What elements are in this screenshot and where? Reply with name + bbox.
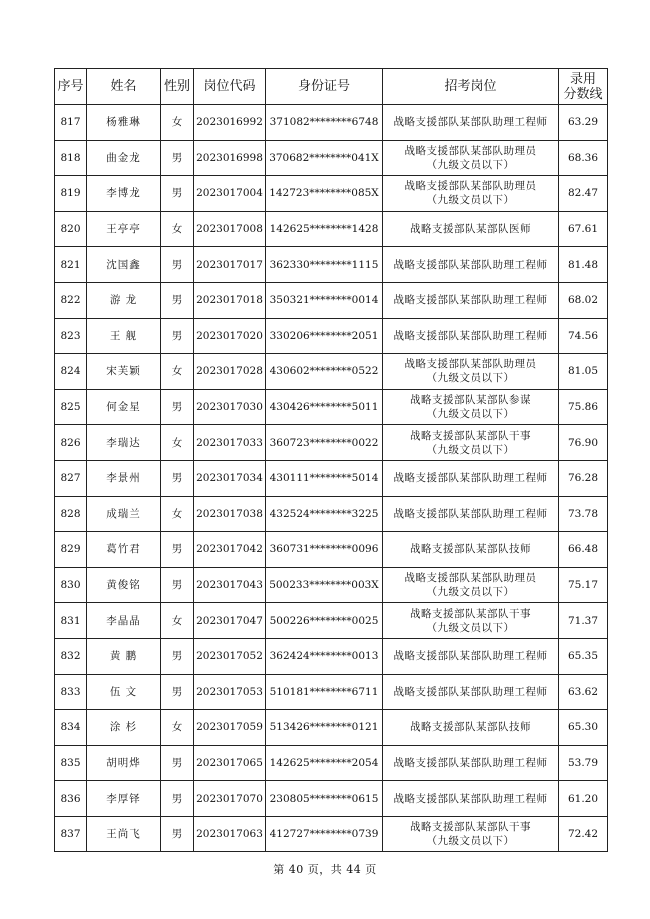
cell-id-number: 432524********3225 [266, 496, 383, 532]
cell-score-line: 75.17 [559, 567, 608, 603]
cell-recruit-position [383, 638, 559, 674]
cell-gender: 男 [161, 816, 194, 852]
cell-recruit-position [383, 425, 559, 461]
cell-gender: 男 [161, 460, 194, 496]
table-row [55, 282, 608, 318]
recruit-position-line: 战略支援部队某部队助理工程师 [393, 294, 548, 307]
cell-id-number: 500233********003X [266, 567, 383, 603]
cell-position-code: 2023017028 [194, 354, 266, 390]
cell-score-line: 82.47 [559, 176, 608, 212]
table-row [55, 460, 608, 496]
recruit-position-line: 战略支援部队某部队助理工程师 [393, 650, 548, 663]
cell-score-line: 76.90 [559, 425, 608, 461]
recruit-position-line: （九级文员以下） [426, 443, 515, 456]
cell-gender: 女 [161, 496, 194, 532]
cell-gender: 男 [161, 532, 194, 568]
recruit-position-line: 战略支援部队某部队助理工程师 [393, 507, 548, 520]
cell-id-number: 370682********041X [266, 140, 383, 176]
header-name: 姓名 [87, 69, 161, 105]
recruit-position-line: 战略支援部队某部队助理员 [404, 144, 537, 157]
cell-name: 胡明烨 [87, 745, 161, 781]
cell-position-code: 2023016998 [194, 140, 266, 176]
cell-id-number: 430602********0522 [266, 354, 383, 390]
cell-name: 王 舰 [87, 318, 161, 354]
table-row [55, 674, 608, 710]
cell-position-code: 2023017042 [194, 532, 266, 568]
cell-recruit-position [383, 781, 559, 817]
cell-id-number: 430426********5011 [266, 389, 383, 425]
table-row [55, 354, 608, 390]
table-row [55, 638, 608, 674]
cell-seq: 823 [55, 318, 87, 354]
cell-gender: 男 [161, 247, 194, 283]
recruit-position-line: （九级文员以下） [426, 408, 515, 421]
cell-name: 伍 文 [87, 674, 161, 710]
cell-score-line: 68.36 [559, 140, 608, 176]
cell-id-number: 360723********0022 [266, 425, 383, 461]
recruit-position-line: 战略支援部队某部队助理工程师 [393, 756, 548, 769]
cell-id-number: 230805********0615 [266, 781, 383, 817]
cell-recruit-position [383, 745, 559, 781]
cell-position-code: 2023017053 [194, 674, 266, 710]
recruit-position-line: 战略支援部队某部队技师 [410, 543, 531, 556]
table-row [55, 567, 608, 603]
cell-position-code: 2023017065 [194, 745, 266, 781]
recruit-position-line: 战略支援部队某部队助理工程师 [393, 792, 548, 805]
recruit-position-line: 战略支援部队某部队助理工程师 [393, 258, 548, 271]
cell-recruit-position [383, 176, 559, 212]
cell-score-line: 68.02 [559, 282, 608, 318]
cell-name: 李景州 [87, 460, 161, 496]
cell-recruit-position [383, 603, 559, 639]
recruit-position-line: 战略支援部队某部队干事 [410, 821, 531, 834]
cell-id-number: 430111********5014 [266, 460, 383, 496]
cell-score-line: 63.62 [559, 674, 608, 710]
cell-name: 黄俊铭 [87, 567, 161, 603]
recruit-position-line: （九级文员以下） [426, 158, 515, 171]
cell-gender: 男 [161, 638, 194, 674]
cell-position-code: 2023017059 [194, 710, 266, 746]
cell-id-number: 362330********1115 [266, 247, 383, 283]
cell-seq: 825 [55, 389, 87, 425]
cell-id-number: 142625********2054 [266, 745, 383, 781]
table-row [55, 532, 608, 568]
cell-recruit-position [383, 674, 559, 710]
cell-name: 曲金龙 [87, 140, 161, 176]
recruit-position-line: 战略支援部队某部队干事 [410, 429, 531, 442]
cell-name: 李晶晶 [87, 603, 161, 639]
cell-score-line: 73.78 [559, 496, 608, 532]
cell-seq: 817 [55, 105, 87, 141]
recruit-position-line: （九级文员以下） [426, 621, 515, 634]
cell-name: 李博龙 [87, 176, 161, 212]
cell-position-code: 2023017063 [194, 816, 266, 852]
cell-gender: 男 [161, 674, 194, 710]
cell-recruit-position [383, 354, 559, 390]
cell-position-code: 2023017018 [194, 282, 266, 318]
cell-position-code: 2023017004 [194, 176, 266, 212]
cell-name: 何金星 [87, 389, 161, 425]
cell-recruit-position [383, 816, 559, 852]
cell-seq: 826 [55, 425, 87, 461]
cell-seq: 836 [55, 781, 87, 817]
cell-score-line: 81.48 [559, 247, 608, 283]
cell-gender: 男 [161, 567, 194, 603]
recruit-position-line: 战略支援部队某部队助理工程师 [393, 472, 548, 485]
cell-id-number: 412727********0739 [266, 816, 383, 852]
cell-gender: 女 [161, 603, 194, 639]
header-score-line-2: 分数线 [563, 86, 603, 102]
cell-seq: 835 [55, 745, 87, 781]
table-row [55, 781, 608, 817]
cell-position-code: 2023016992 [194, 105, 266, 141]
cell-gender: 女 [161, 105, 194, 141]
cell-recruit-position [383, 282, 559, 318]
table-row [55, 425, 608, 461]
cell-score-line: 76.28 [559, 460, 608, 496]
admission-table [54, 68, 608, 852]
cell-score-line: 65.35 [559, 638, 608, 674]
cell-position-code: 2023017070 [194, 781, 266, 817]
cell-seq: 824 [55, 354, 87, 390]
cell-score-line: 75.86 [559, 389, 608, 425]
table-header-row [55, 69, 608, 105]
cell-recruit-position [383, 532, 559, 568]
cell-score-line: 71.37 [559, 603, 608, 639]
cell-position-code: 2023017034 [194, 460, 266, 496]
table-row [55, 140, 608, 176]
header-score-line [559, 69, 608, 105]
cell-seq: 837 [55, 816, 87, 852]
recruit-position-line: 战略支援部队某部队助理员 [404, 180, 537, 193]
cell-recruit-position [383, 567, 559, 603]
cell-score-line: 66.48 [559, 532, 608, 568]
cell-recruit-position [383, 247, 559, 283]
table-body [55, 105, 608, 852]
table-row [55, 745, 608, 781]
cell-name: 李厚铎 [87, 781, 161, 817]
cell-score-line: 53.79 [559, 745, 608, 781]
cell-seq: 830 [55, 567, 87, 603]
cell-seq: 827 [55, 460, 87, 496]
recruit-position-line: （九级文员以下） [426, 194, 515, 207]
recruit-position-line: 战略支援部队某部队技师 [410, 721, 531, 734]
cell-gender: 男 [161, 781, 194, 817]
recruit-position-line: 战略支援部队某部队参谋 [410, 394, 531, 407]
recruit-position-line: 战略支援部队某部队助理工程师 [393, 685, 548, 698]
recruit-position-line: 战略支援部队某部队助理工程师 [393, 329, 548, 342]
cell-recruit-position [383, 389, 559, 425]
cell-gender: 女 [161, 354, 194, 390]
recruit-position-line: 战略支援部队某部队医师 [410, 223, 531, 236]
cell-name: 游 龙 [87, 282, 161, 318]
header-gender: 性别 [161, 69, 194, 105]
cell-position-code: 2023017052 [194, 638, 266, 674]
cell-seq: 831 [55, 603, 87, 639]
page-footer: 第 40 页，共 44 页 [273, 863, 377, 876]
table-row [55, 389, 608, 425]
header-id-number: 身份证号 [266, 69, 383, 105]
cell-gender: 男 [161, 176, 194, 212]
cell-id-number: 330206********2051 [266, 318, 383, 354]
cell-gender: 女 [161, 710, 194, 746]
recruit-position-line: （九级文员以下） [426, 372, 515, 385]
cell-recruit-position [383, 105, 559, 141]
cell-recruit-position [383, 211, 559, 247]
cell-id-number: 360731********0096 [266, 532, 383, 568]
cell-seq: 819 [55, 176, 87, 212]
recruit-position-line: 战略支援部队某部队助理工程师 [393, 116, 548, 129]
cell-name: 沈国鑫 [87, 247, 161, 283]
cell-id-number: 142723********085X [266, 176, 383, 212]
cell-name: 王尚飞 [87, 816, 161, 852]
table-row [55, 710, 608, 746]
cell-id-number: 510181********6711 [266, 674, 383, 710]
cell-recruit-position [383, 710, 559, 746]
cell-position-code: 2023017033 [194, 425, 266, 461]
cell-name: 葛竹君 [87, 532, 161, 568]
cell-name: 涂 杉 [87, 710, 161, 746]
cell-recruit-position [383, 460, 559, 496]
cell-gender: 男 [161, 282, 194, 318]
table-row [55, 318, 608, 354]
cell-seq: 829 [55, 532, 87, 568]
cell-id-number: 350321********0014 [266, 282, 383, 318]
cell-score-line: 65.30 [559, 710, 608, 746]
cell-seq: 834 [55, 710, 87, 746]
admission-table-container [54, 68, 603, 852]
table-row [55, 176, 608, 212]
cell-position-code: 2023017017 [194, 247, 266, 283]
recruit-position-line: 战略支援部队某部队干事 [410, 607, 531, 620]
cell-id-number: 500226********0025 [266, 603, 383, 639]
cell-score-line: 61.20 [559, 781, 608, 817]
cell-name: 李瑞达 [87, 425, 161, 461]
table-row [55, 603, 608, 639]
cell-seq: 818 [55, 140, 87, 176]
cell-name: 成瑞兰 [87, 496, 161, 532]
cell-id-number: 513426********0121 [266, 710, 383, 746]
table-row [55, 247, 608, 283]
cell-position-code: 2023017038 [194, 496, 266, 532]
cell-seq: 821 [55, 247, 87, 283]
cell-score-line: 72.42 [559, 816, 608, 852]
cell-name: 黄 鹏 [87, 638, 161, 674]
cell-gender: 女 [161, 211, 194, 247]
cell-gender: 男 [161, 140, 194, 176]
cell-recruit-position [383, 140, 559, 176]
cell-seq: 822 [55, 282, 87, 318]
cell-name: 杨雅琳 [87, 105, 161, 141]
cell-gender: 男 [161, 318, 194, 354]
cell-score-line: 74.56 [559, 318, 608, 354]
cell-gender: 男 [161, 745, 194, 781]
header-score-line-1: 录用 [569, 71, 596, 87]
cell-id-number: 362424********0013 [266, 638, 383, 674]
cell-recruit-position [383, 318, 559, 354]
header-seq: 序号 [55, 69, 87, 105]
cell-score-line: 81.05 [559, 354, 608, 390]
table-row [55, 211, 608, 247]
cell-position-code: 2023017008 [194, 211, 266, 247]
table-row [55, 496, 608, 532]
table-row [55, 816, 608, 852]
table-row [55, 105, 608, 141]
cell-seq: 828 [55, 496, 87, 532]
cell-score-line: 63.29 [559, 105, 608, 141]
recruit-position-line: 战略支援部队某部队助理员 [404, 572, 537, 585]
header-position-code: 岗位代码 [194, 69, 266, 105]
cell-seq: 820 [55, 211, 87, 247]
cell-name: 王亭亭 [87, 211, 161, 247]
header-recruit-position: 招考岗位 [383, 69, 559, 105]
cell-seq: 832 [55, 638, 87, 674]
recruit-position-line: 战略支援部队某部队助理员 [404, 358, 537, 371]
cell-id-number: 371082********6748 [266, 105, 383, 141]
cell-position-code: 2023017030 [194, 389, 266, 425]
cell-seq: 833 [55, 674, 87, 710]
cell-id-number: 142625********1428 [266, 211, 383, 247]
recruit-position-line: （九级文员以下） [426, 835, 515, 848]
cell-gender: 男 [161, 389, 194, 425]
cell-position-code: 2023017043 [194, 567, 266, 603]
cell-position-code: 2023017047 [194, 603, 266, 639]
cell-recruit-position [383, 496, 559, 532]
cell-name: 宋芙颖 [87, 354, 161, 390]
cell-gender: 女 [161, 425, 194, 461]
cell-score-line: 67.61 [559, 211, 608, 247]
cell-position-code: 2023017020 [194, 318, 266, 354]
recruit-position-line: （九级文员以下） [426, 586, 515, 599]
